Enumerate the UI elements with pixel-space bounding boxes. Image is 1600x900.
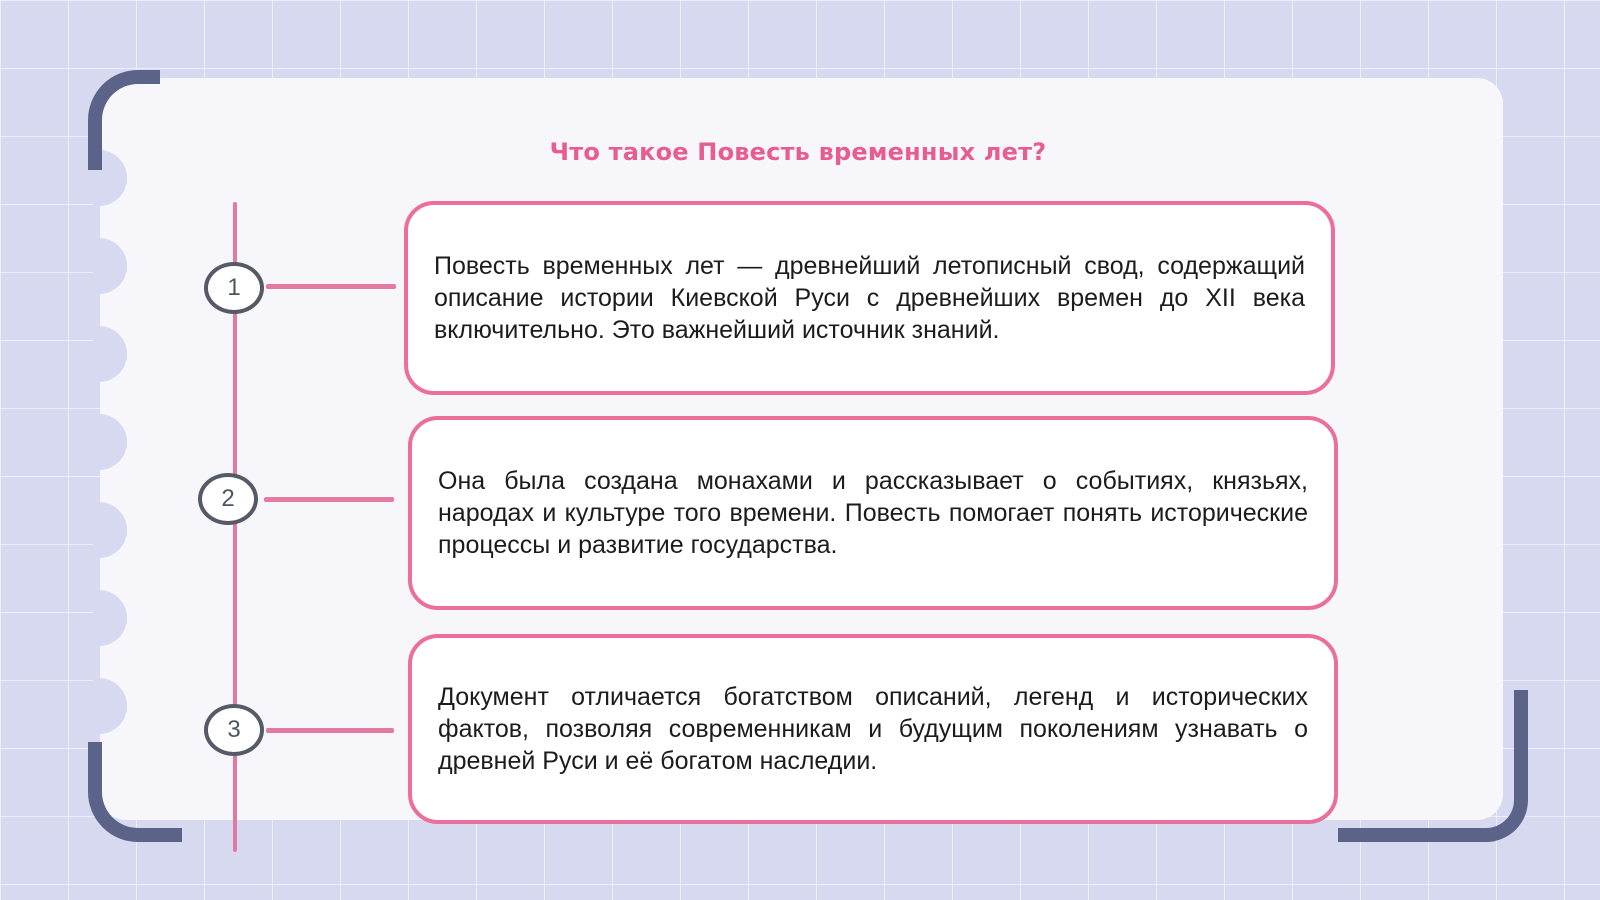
step-card-text: Она была создана монахами и рассказывает о событиях, князьях, народах и культуре того времени. Повесть помогает понять исторические процессы и развитие государства.	[438, 467, 1308, 559]
timeline-connector	[266, 284, 396, 289]
step-number-badge	[198, 473, 258, 525]
step-number: 3	[227, 716, 241, 743]
step-card	[408, 634, 1338, 824]
timeline-connector	[264, 497, 394, 502]
step-card	[408, 416, 1338, 610]
corner-bracket-bottom-left	[88, 742, 182, 842]
corner-bracket-bottom-right	[1338, 690, 1528, 842]
timeline-connector	[266, 728, 394, 733]
step-card-text: Документ отличается богатством описаний, легенд и исторических фактов, позволяя современникам и будущим поколениям узнавать о древней Руси и её богатом наследии.	[438, 683, 1308, 775]
step-card-text: Повесть временных лет — древнейший летописный свод, содержащий описание истории Киевской Руси с древнейших времен до XII века включительно. Это важнейший источник знаний.	[434, 252, 1305, 344]
slide-title: Что такое Повесть временных лет?	[549, 138, 1047, 167]
step-number: 2	[221, 485, 235, 512]
step-card	[404, 201, 1335, 395]
step-number: 1	[227, 274, 241, 301]
step-number-badge	[204, 262, 264, 314]
step-number-badge	[204, 704, 264, 756]
